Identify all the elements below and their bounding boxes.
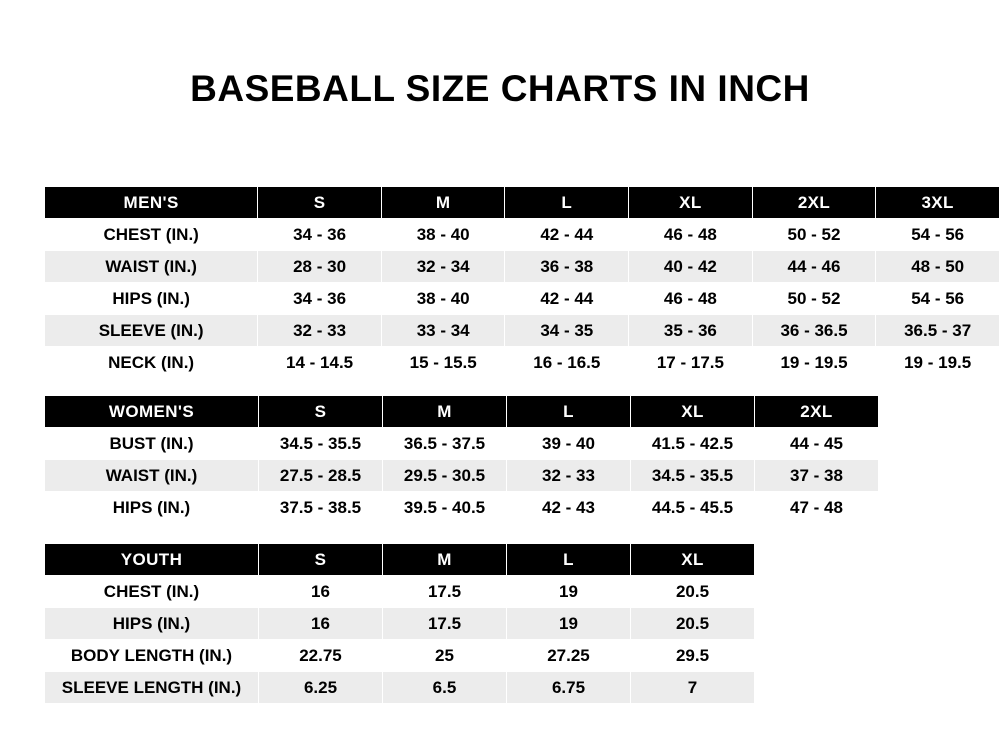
table-cell: 28 - 30 (258, 251, 382, 283)
column-header: WOMEN'S (45, 396, 259, 428)
womens-size-table (44, 395, 879, 524)
table-cell: 54 - 56 (876, 219, 1000, 251)
table-cell: 36.5 - 37 (876, 315, 1000, 347)
table-cell: 17.5 (383, 576, 507, 608)
table-cell: 29.5 (631, 640, 755, 672)
table-cell: 50 - 52 (752, 219, 876, 251)
table-cell: 38 - 40 (381, 219, 505, 251)
row-label: WAIST (IN.) (45, 460, 259, 492)
table-row (45, 428, 879, 460)
table-cell: 34 - 36 (258, 219, 382, 251)
column-header: L (505, 187, 629, 219)
column-header: M (381, 187, 505, 219)
table-cell: 34 - 36 (258, 283, 382, 315)
column-header: XL (631, 544, 755, 576)
table-cell: 32 - 33 (507, 460, 631, 492)
table-cell: 42 - 44 (505, 283, 629, 315)
page-title: BASEBALL SIZE CHARTS IN INCH (190, 68, 810, 109)
table-row (45, 640, 755, 672)
table-row (45, 219, 1000, 251)
table-row (45, 460, 879, 492)
table-cell: 42 - 44 (505, 219, 629, 251)
table-cell: 19 - 19.5 (876, 347, 1000, 379)
table-cell: 19 (507, 576, 631, 608)
table-row (45, 283, 1000, 315)
table-cell: 37 - 38 (755, 460, 879, 492)
table-cell: 48 - 50 (876, 251, 1000, 283)
table-header-row (45, 187, 1000, 219)
table-cell: 42 - 43 (507, 492, 631, 524)
table-cell: 34.5 - 35.5 (631, 460, 755, 492)
row-label: SLEEVE LENGTH (IN.) (45, 672, 259, 704)
table-cell: 36.5 - 37.5 (383, 428, 507, 460)
column-header: XL (631, 396, 755, 428)
table-cell: 20.5 (631, 608, 755, 640)
column-header: 3XL (876, 187, 1000, 219)
column-header: XL (629, 187, 753, 219)
table-cell: 34 - 35 (505, 315, 629, 347)
table-cell: 17.5 (383, 608, 507, 640)
row-label: BUST (IN.) (45, 428, 259, 460)
table-cell: 6.5 (383, 672, 507, 704)
column-header: 2XL (752, 187, 876, 219)
column-header: 2XL (755, 396, 879, 428)
table-cell: 46 - 48 (629, 219, 753, 251)
table-cell: 27.5 - 28.5 (259, 460, 383, 492)
table-cell: 16 (259, 608, 383, 640)
table-cell: 16 (259, 576, 383, 608)
row-label: HIPS (IN.) (45, 608, 259, 640)
column-header: L (507, 396, 631, 428)
column-header: MEN'S (45, 187, 258, 219)
table-row (45, 492, 879, 524)
table-cell: 54 - 56 (876, 283, 1000, 315)
row-label: HIPS (IN.) (45, 492, 259, 524)
table-cell: 36 - 36.5 (752, 315, 876, 347)
table-cell: 39.5 - 40.5 (383, 492, 507, 524)
column-header: M (383, 396, 507, 428)
table-cell: 22.75 (259, 640, 383, 672)
table-row (45, 672, 755, 704)
table-cell: 6.75 (507, 672, 631, 704)
row-label: NECK (IN.) (45, 347, 258, 379)
table-cell: 29.5 - 30.5 (383, 460, 507, 492)
table-cell: 6.25 (259, 672, 383, 704)
table-cell: 38 - 40 (381, 283, 505, 315)
table-cell: 44.5 - 45.5 (631, 492, 755, 524)
table-cell: 15 - 15.5 (381, 347, 505, 379)
table-cell: 39 - 40 (507, 428, 631, 460)
table-cell: 46 - 48 (629, 283, 753, 315)
youth-size-table (44, 543, 755, 704)
table-cell: 47 - 48 (755, 492, 879, 524)
row-label: SLEEVE (IN.) (45, 315, 258, 347)
row-label: WAIST (IN.) (45, 251, 258, 283)
table-cell: 40 - 42 (629, 251, 753, 283)
table-row (45, 347, 1000, 379)
table-cell: 25 (383, 640, 507, 672)
table-cell: 41.5 - 42.5 (631, 428, 755, 460)
table-cell: 17 - 17.5 (629, 347, 753, 379)
column-header: YOUTH (45, 544, 259, 576)
column-header: S (259, 544, 383, 576)
table-cell: 34.5 - 35.5 (259, 428, 383, 460)
table-cell: 7 (631, 672, 755, 704)
table-row (45, 251, 1000, 283)
table-cell: 16 - 16.5 (505, 347, 629, 379)
table-row (45, 315, 1000, 347)
table-cell: 20.5 (631, 576, 755, 608)
row-label: CHEST (IN.) (45, 576, 259, 608)
youth-size-table-block (44, 543, 755, 704)
table-cell: 37.5 - 38.5 (259, 492, 383, 524)
column-header: L (507, 544, 631, 576)
mens-size-table-block (44, 186, 1000, 379)
row-label: BODY LENGTH (IN.) (45, 640, 259, 672)
table-row (45, 608, 755, 640)
table-cell: 44 - 45 (755, 428, 879, 460)
table-row (45, 576, 755, 608)
table-cell: 14 - 14.5 (258, 347, 382, 379)
table-cell: 36 - 38 (505, 251, 629, 283)
column-header: M (383, 544, 507, 576)
table-header-row (45, 544, 755, 576)
table-cell: 32 - 34 (381, 251, 505, 283)
table-cell: 50 - 52 (752, 283, 876, 315)
row-label: CHEST (IN.) (45, 219, 258, 251)
table-cell: 27.25 (507, 640, 631, 672)
table-cell: 35 - 36 (629, 315, 753, 347)
table-cell: 19 (507, 608, 631, 640)
table-cell: 19 - 19.5 (752, 347, 876, 379)
table-cell: 32 - 33 (258, 315, 382, 347)
table-cell: 33 - 34 (381, 315, 505, 347)
column-header: S (259, 396, 383, 428)
mens-size-table (44, 186, 1000, 379)
row-label: HIPS (IN.) (45, 283, 258, 315)
table-cell: 44 - 46 (752, 251, 876, 283)
column-header: S (258, 187, 382, 219)
table-header-row (45, 396, 879, 428)
womens-size-table-block (44, 395, 879, 524)
